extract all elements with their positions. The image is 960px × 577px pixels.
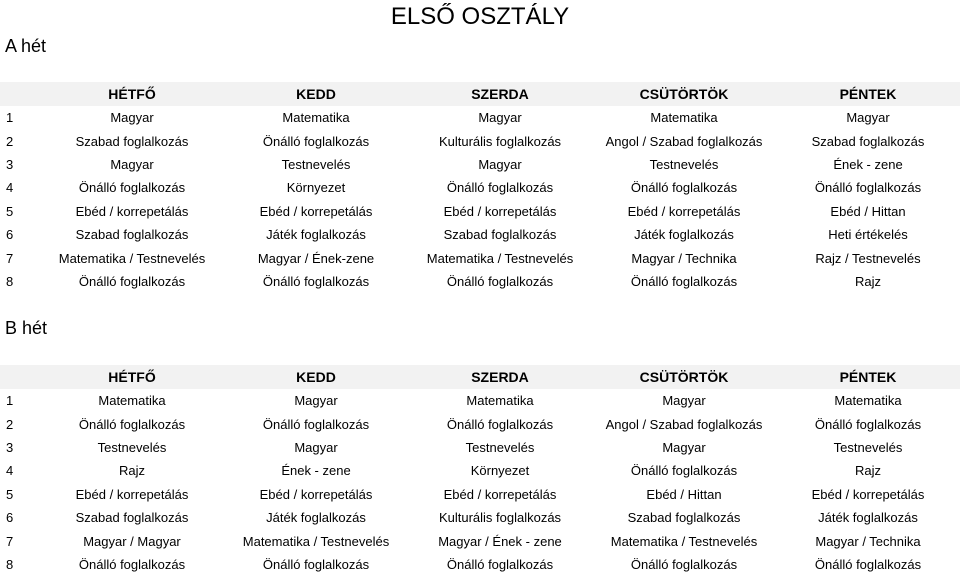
lesson-cell: Angol / Szabad foglalkozás [605, 133, 763, 149]
lesson-cell: Ének - zene [833, 156, 903, 172]
lesson-cell: Ebéd / Hittan [830, 203, 906, 219]
table-header-row [0, 82, 960, 106]
table-row [0, 459, 960, 482]
week-a-schedule-table [0, 82, 960, 293]
lesson-cell: Önálló foglalkozás [630, 463, 738, 479]
week-a-label: A hét [5, 36, 47, 56]
lesson-cell: Önálló foglalkozás [446, 556, 554, 572]
lesson-cell: Ebéd / korrepetálás [75, 203, 189, 219]
row-number-header [0, 82, 40, 106]
lesson-cell: Magyar / Ének-zene [257, 250, 375, 266]
lesson-cell: Heti értékelés [828, 227, 908, 243]
lesson-cell: Kulturális foglalkozás [438, 133, 562, 149]
lesson-cell: Ének - zene [281, 463, 351, 479]
lesson-cell: Testnevelés [649, 156, 719, 172]
lesson-cell: Magyar [294, 393, 338, 409]
lesson-cell: Önálló foglalkozás [814, 180, 922, 196]
day-header-wednesday: SZERDA [471, 369, 529, 385]
table-row [0, 389, 960, 412]
table-row [0, 483, 960, 506]
lesson-cell: Önálló foglalkozás [78, 556, 186, 572]
lesson-cell: Környezet [286, 180, 346, 196]
lesson-cell: Matematika / Testnevelés [610, 533, 758, 549]
lesson-cell: Matematika / Testnevelés [58, 250, 206, 266]
lesson-cell: Matematika / Testnevelés [242, 533, 390, 549]
lesson-cell: Rajz [854, 273, 881, 289]
lesson-number: 4 [6, 463, 14, 479]
lesson-cell: Önálló foglalkozás [446, 180, 554, 196]
lesson-cell: Önálló foglalkozás [78, 416, 186, 432]
lesson-cell: Játék foglalkozás [266, 227, 366, 243]
lesson-cell: Testnevelés [465, 439, 535, 455]
day-header-friday: PÉNTEK [839, 369, 897, 385]
lesson-cell: Magyar [478, 110, 522, 126]
lesson-cell: Ebéd / korrepetálás [443, 203, 557, 219]
lesson-cell: Önálló foglalkozás [262, 273, 370, 289]
lesson-cell: Szabad foglalkozás [75, 510, 189, 526]
day-header-tuesday: KEDD [296, 369, 336, 385]
table-row [0, 412, 960, 435]
day-header-friday: PÉNTEK [839, 86, 897, 102]
lesson-cell: Önálló foglalkozás [262, 416, 370, 432]
lesson-cell: Matematika [98, 393, 166, 409]
table-row [0, 553, 960, 576]
lesson-cell: Önálló foglalkozás [446, 416, 554, 432]
table-row [0, 506, 960, 529]
day-header-tuesday: KEDD [296, 86, 336, 102]
lesson-number: 5 [6, 486, 14, 502]
lesson-cell: Testnevelés [833, 439, 903, 455]
lesson-number: 2 [6, 416, 14, 432]
lesson-cell: Magyar [110, 110, 154, 126]
lesson-cell: Matematika [282, 110, 350, 126]
lesson-cell: Szabad foglalkozás [75, 133, 189, 149]
lesson-cell: Játék foglalkozás [634, 227, 734, 243]
lesson-cell: Magyar [662, 439, 706, 455]
lesson-cell: Matematika [650, 110, 718, 126]
lesson-cell: Rajz / Testnevelés [815, 250, 921, 266]
lesson-cell: Önálló foglalkozás [814, 416, 922, 432]
lesson-cell: Ebéd / korrepetálás [75, 486, 189, 502]
lesson-cell: Magyar [294, 439, 338, 455]
table-header-row [0, 365, 960, 389]
day-header-thursday: CSÜTÖRTÖK [639, 369, 729, 385]
lesson-cell: Önálló foglalkozás [814, 556, 922, 572]
table-row [0, 436, 960, 459]
lesson-cell: Magyar [846, 110, 890, 126]
lesson-cell: Kulturális foglalkozás [438, 510, 562, 526]
lesson-number: 1 [6, 110, 14, 126]
lesson-cell: Magyar / Ének - zene [438, 533, 562, 549]
day-header-thursday: CSÜTÖRTÖK [639, 86, 729, 102]
lesson-cell: Magyar [478, 156, 522, 172]
lesson-cell: Ebéd / korrepetálás [811, 486, 925, 502]
lesson-cell: Magyar [110, 156, 154, 172]
day-header-monday: HÉTFŐ [108, 86, 156, 102]
table-row [0, 223, 960, 246]
lesson-cell: Szabad foglalkozás [443, 227, 557, 243]
day-header-wednesday: SZERDA [471, 86, 529, 102]
lesson-cell: Környezet [470, 463, 530, 479]
week-b-label: B hét [5, 318, 48, 338]
lesson-cell: Szabad foglalkozás [75, 227, 189, 243]
lesson-cell: Rajz [854, 463, 881, 479]
lesson-cell: Önálló foglalkozás [78, 180, 186, 196]
page-title: ELSŐ OSZTÁLY [390, 3, 570, 30]
row-number-header [0, 365, 40, 389]
lesson-number: 6 [6, 227, 14, 243]
lesson-cell: Ebéd / korrepetálás [259, 486, 373, 502]
lesson-cell: Önálló foglalkozás [630, 180, 738, 196]
lesson-cell: Önálló foglalkozás [630, 273, 738, 289]
lesson-cell: Játék foglalkozás [818, 510, 918, 526]
lesson-cell: Szabad foglalkozás [627, 510, 741, 526]
week-b-schedule-table [0, 365, 960, 576]
table-row [0, 200, 960, 223]
lesson-cell: Játék foglalkozás [266, 510, 366, 526]
lesson-cell: Önálló foglalkozás [78, 273, 186, 289]
table-row [0, 129, 960, 152]
lesson-cell: Önálló foglalkozás [630, 556, 738, 572]
lesson-cell: Magyar [662, 393, 706, 409]
table-row [0, 153, 960, 176]
lesson-cell: Testnevelés [281, 156, 351, 172]
lesson-cell: Szabad foglalkozás [811, 133, 925, 149]
lesson-number: 6 [6, 510, 14, 526]
lesson-cell: Magyar / Technika [631, 250, 737, 266]
lesson-cell: Ebéd / korrepetálás [627, 203, 741, 219]
table-row [0, 176, 960, 199]
lesson-cell: Ebéd / korrepetálás [443, 486, 557, 502]
lesson-cell: Matematika / Testnevelés [426, 250, 574, 266]
lesson-cell: Matematika [466, 393, 534, 409]
lesson-number: 3 [6, 439, 14, 455]
lesson-cell: Magyar / Technika [815, 533, 921, 549]
table-row [0, 106, 960, 129]
lesson-cell: Önálló foglalkozás [262, 556, 370, 572]
table-row [0, 270, 960, 293]
lesson-cell: Matematika [834, 393, 902, 409]
lesson-number: 3 [6, 156, 14, 172]
table-row [0, 529, 960, 552]
lesson-cell: Ebéd / korrepetálás [259, 203, 373, 219]
lesson-number: 5 [6, 203, 14, 219]
lesson-cell: Magyar / Magyar [83, 533, 181, 549]
lesson-number: 1 [6, 393, 14, 409]
table-row [0, 246, 960, 269]
lesson-number: 4 [6, 180, 14, 196]
lesson-number: 8 [6, 556, 14, 572]
lesson-number: 2 [6, 133, 14, 149]
day-header-monday: HÉTFŐ [108, 369, 156, 385]
lesson-cell: Önálló foglalkozás [446, 273, 554, 289]
lesson-cell: Angol / Szabad foglalkozás [605, 416, 763, 432]
lesson-number: 7 [6, 250, 14, 266]
lesson-cell: Rajz [118, 463, 145, 479]
lesson-number: 7 [6, 533, 14, 549]
lesson-cell: Ebéd / Hittan [646, 486, 722, 502]
lesson-cell: Önálló foglalkozás [262, 133, 370, 149]
lesson-number: 8 [6, 273, 14, 289]
lesson-cell: Testnevelés [97, 439, 167, 455]
